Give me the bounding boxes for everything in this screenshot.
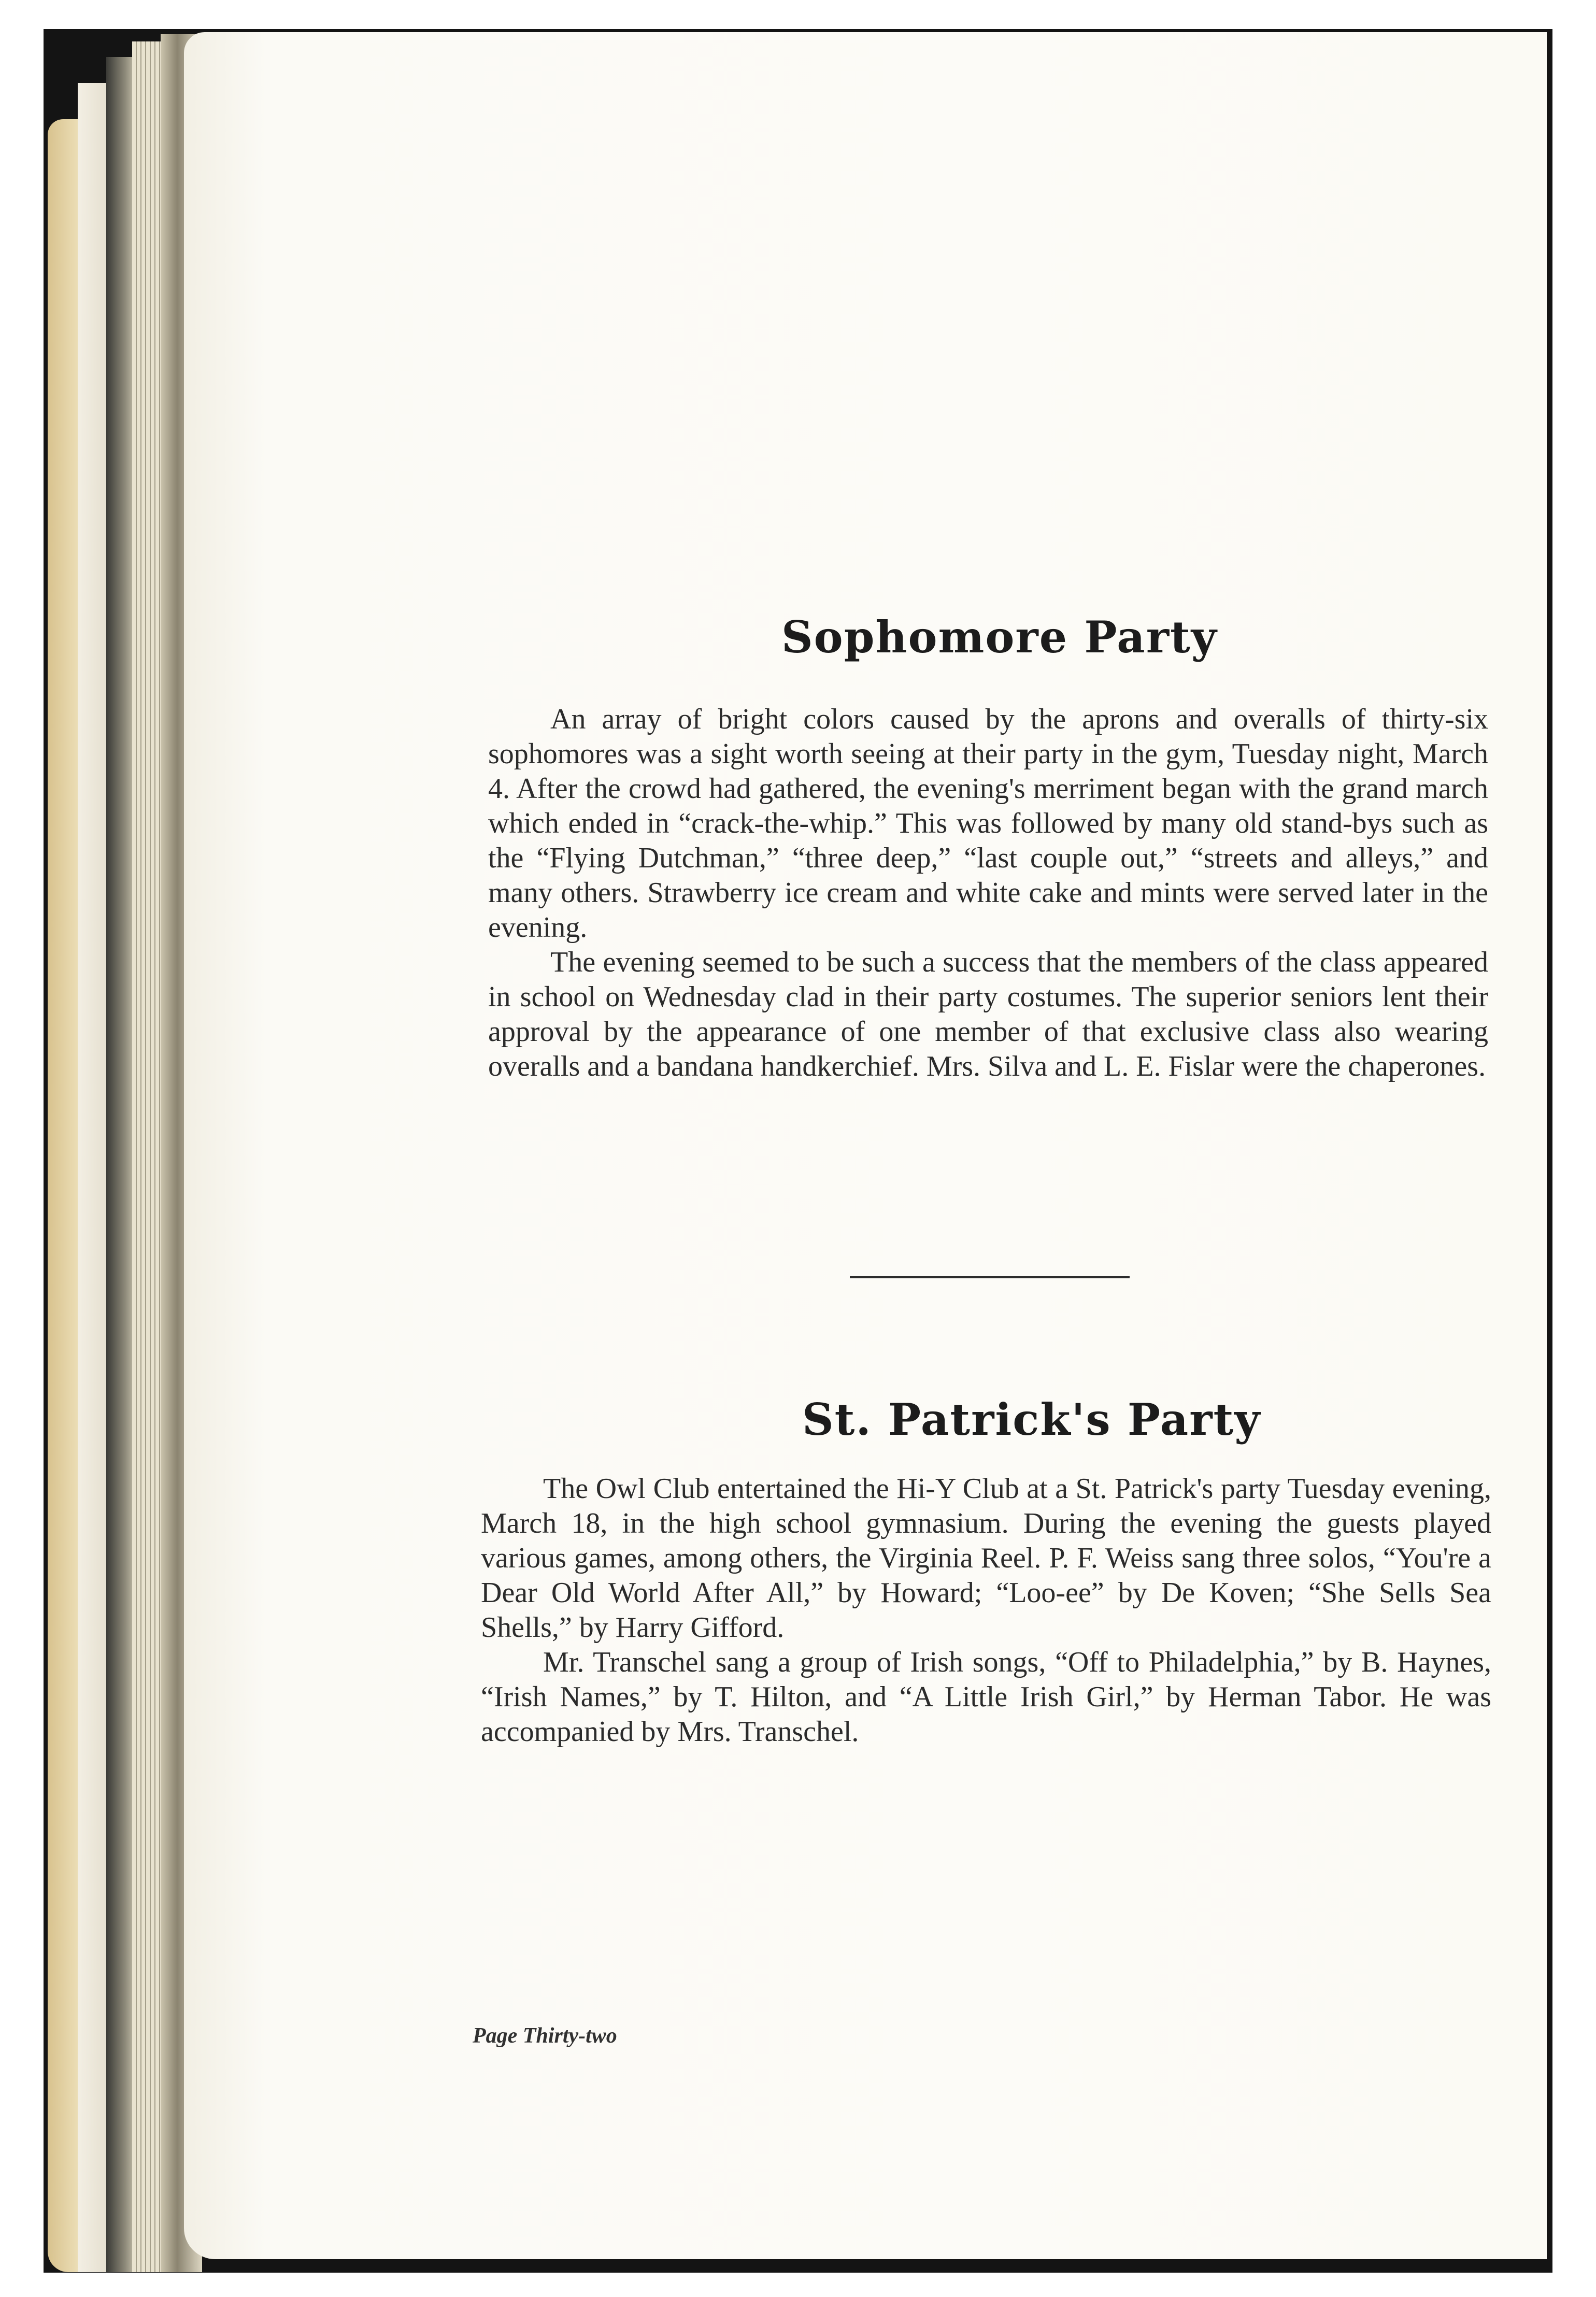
section-divider: [850, 1276, 1130, 1278]
page-number: Page Thirty-two: [473, 2024, 617, 2048]
st-patricks-party-article: [481, 1472, 1491, 1749]
page-edge: [132, 41, 163, 2272]
article-paragraph: The evening seemed to be such a success that the members of the class appeared in school on Wednesday clad in their party costumes. The superior seniors lent their approval by the appearance of one member of that exclusive class also wearing overalls and a bandana handkerchief. Mrs. Silva and L. E. Fislar were the chaperones.: [488, 946, 1488, 1082]
sophomore-party-heading: Sophomore Party: [781, 611, 1218, 663]
article-paragraph: Mr. Transchel sang a group of Irish songs, “Off to Philadelphia,” by B. Haynes, “Irish Names,” by T. Hilton, and “A Little Irish Girl,” by Herman Tabor. He was accompanied by Mrs. Transchel.: [481, 1646, 1491, 1748]
book-page: [184, 32, 1547, 2259]
st-patricks-party-heading: St. Patrick's Party: [802, 1394, 1261, 1445]
sophomore-party-article: [488, 702, 1488, 1084]
article-paragraph: An array of bright colors caused by the aprons and overalls of thirty-six sophomores was a sight worth seeing at their party in the gym, Tuesday night, March 4. After the crowd had gathered, the evening's merriment began with the grand march which ended in “crack-the-whip.” This was followed by many old stand-bys such as the “Flying Dutchman,” “three deep,” “last couple out,” “streets and alleys,” and many others. Strawberry ice cream and white cake and mints were served later in the evening.: [488, 703, 1488, 944]
article-paragraph: The Owl Club entertained the Hi-Y Club at a St. Patrick's party Tuesday evening, March 18, in the high school gymnasium. During the evening the guests played various games, among others, the Virginia Reel. P. F. Weiss sang three solos, “You're a Dear Old World After All,” by Howard; “Loo-ee” by De Koven; “She Sells Sea Shells,” by Harry Gifford.: [481, 1473, 1491, 1644]
